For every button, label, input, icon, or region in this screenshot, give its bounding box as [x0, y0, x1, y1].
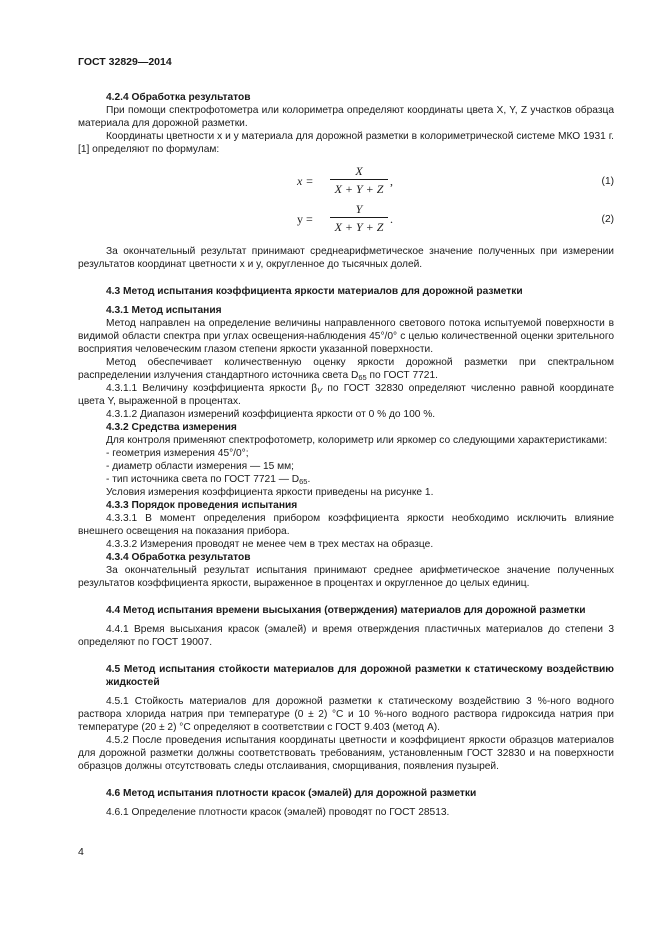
paragraph: 4.5.2 После проведения испытания координаты цветности и коэффициент яркости образцов материалов для дорожной разметки должны соответствовать требованиям, установленным ГОСТ 32830 и на поверхности образцов должны отсутствовать следы отслаивания, сморщивания, появления пузырей.: [78, 735, 614, 772]
paragraph: 4.6.1 Определение плотности красок (эмалей) проводят по ГОСТ 28513.: [106, 807, 450, 818]
list-item: - геометрия измерения 45°/0°;: [106, 448, 249, 459]
formula-punctuation: .: [390, 212, 393, 226]
formula-2: [78, 202, 614, 240]
text-run: по ГОСТ 7721.: [366, 370, 438, 381]
formula-fraction: [330, 202, 388, 235]
text-run: - тип источника света по ГОСТ 7721 — D: [106, 474, 300, 485]
section-4-6-heading: 4.6 Метод испытания плотности красок (эмалей) для дорожной разметки: [106, 788, 477, 799]
paragraph: 4.3.1.2 Диапазон измерений коэффициента яркости от 0 % до 100 %.: [106, 409, 436, 420]
text-run: .: [307, 474, 311, 485]
section-4-2-4-heading: 4.2.4 Обработка результатов: [106, 92, 251, 103]
paragraph: Координаты цветности x и y материала для дорожной разметки в колориметрической системе МКО 1931 г. [1] определяют по формулам:: [78, 131, 614, 155]
paragraph: Метод направлен на определение величины направленного светового потока испытуемой поверхности в видимой области спектра при углах освещения-наблюдения 45°/0° с целью количественной оценки зрительного восприятия человеческим глазом степени яркости указанной поверхности.: [78, 318, 614, 355]
section-4-3-4-heading: 4.3.4 Обработка результатов: [106, 552, 251, 563]
section-4-3-1-heading: 4.3.1 Метод испытания: [106, 305, 222, 316]
formula-numerator: Y: [355, 202, 363, 216]
page-content: [78, 91, 614, 819]
fraction-bar: [330, 217, 388, 218]
paragraph: [78, 382, 614, 408]
section-4-3-heading: 4.3 Метод испытания коэффициента яркости материалов для дорожной разметки: [106, 286, 523, 297]
formula-lhs: x =: [297, 174, 314, 188]
paragraph: 4.5.1 Стойкость материалов для дорожной разметки к статическому воздействию 3 %-ного водного раствора хлорида натрия при температуре (0 ± 2) °С и 10 %-ного водного раствора гидроксида натрия при температуре (20 ± 2) °С определяют в соответствии с ГОСТ 9.403 (метод А).: [78, 696, 614, 733]
text-run: Метод обеспечивает количественную оценку яркости дорожной разметки при спектральном распределении излучения стандартного источника света D: [78, 357, 614, 381]
subscript: V: [317, 386, 323, 395]
paragraph: За окончательный результат испытания принимают среднее арифметическое значение полученных результатов коэффициента яркости, выраженное в процентах и округленное до целых единиц.: [78, 565, 614, 589]
list-item: [78, 473, 614, 486]
formula-denominator: X + Y + Z: [334, 220, 384, 234]
paragraph: 4.3.3.2 Измерения проводят не менее чем в трех местах на образце.: [106, 539, 434, 550]
page-number: 4: [78, 846, 84, 858]
text-run: по ГОСТ 32830 определяют численно равной координате цвета Y, выраженной в процентах.: [78, 383, 615, 407]
formula-fraction: [330, 164, 388, 197]
section-4-3-3-heading: 4.3.3 Порядок проведения испытания: [106, 500, 298, 511]
subscript: 65: [299, 477, 308, 486]
paragraph: За окончательный результат принимают среднеарифметическое значение полученных при измерении результатов координат цветности x и y, округленное до тысячных долей.: [78, 246, 614, 270]
fraction-bar: [330, 179, 388, 180]
paragraph: [78, 356, 614, 382]
section-4-4-heading: 4.4 Метод испытания времени высыхания (отверждения) материалов для дорожной разметки: [106, 605, 586, 616]
formula-lhs: y =: [297, 212, 313, 226]
paragraph: 4.4.1 Время высыхания красок (эмалей) и время отверждения пластичных материалов до степени 3 определяют по ГОСТ 19007.: [78, 624, 614, 648]
text-run: 4.3.1.1 Величину коэффициента яркости β: [106, 383, 318, 394]
section-4-3-2-heading: 4.3.2 Средства измерения: [106, 422, 237, 433]
formula-numerator: X: [355, 164, 363, 178]
equation-number: (2): [601, 214, 614, 225]
equation-number: (1): [601, 176, 614, 187]
list-item: - диаметр области измерения — 15 мм;: [106, 461, 294, 472]
paragraph: При помощи спектрофотометра или колориметра определяют координаты цвета X, Y, Z участков образца материала для дорожной разметки.: [78, 105, 614, 129]
paragraph: 4.3.3.1 В момент определения прибором коэффициента яркости необходимо исключить влияние внешнего освещения на показания прибора.: [78, 513, 614, 537]
running-header: ГОСТ 32829—2014: [78, 56, 172, 68]
subscript: 65: [358, 373, 367, 382]
formula-punctuation: ,: [390, 174, 393, 188]
paragraph: Для контроля применяют спектрофотометр, колориметр или яркомер со следующими характеристиками:: [106, 435, 608, 446]
paragraph: Условия измерения коэффициента яркости приведены на рисунке 1.: [106, 487, 434, 498]
formula-denominator: X + Y + Z: [334, 182, 384, 196]
formula-1: [78, 164, 614, 202]
section-4-5-heading: 4.5 Метод испытания стойкости материалов для дорожной разметки к статическому воздействию жидкостей: [106, 664, 614, 688]
